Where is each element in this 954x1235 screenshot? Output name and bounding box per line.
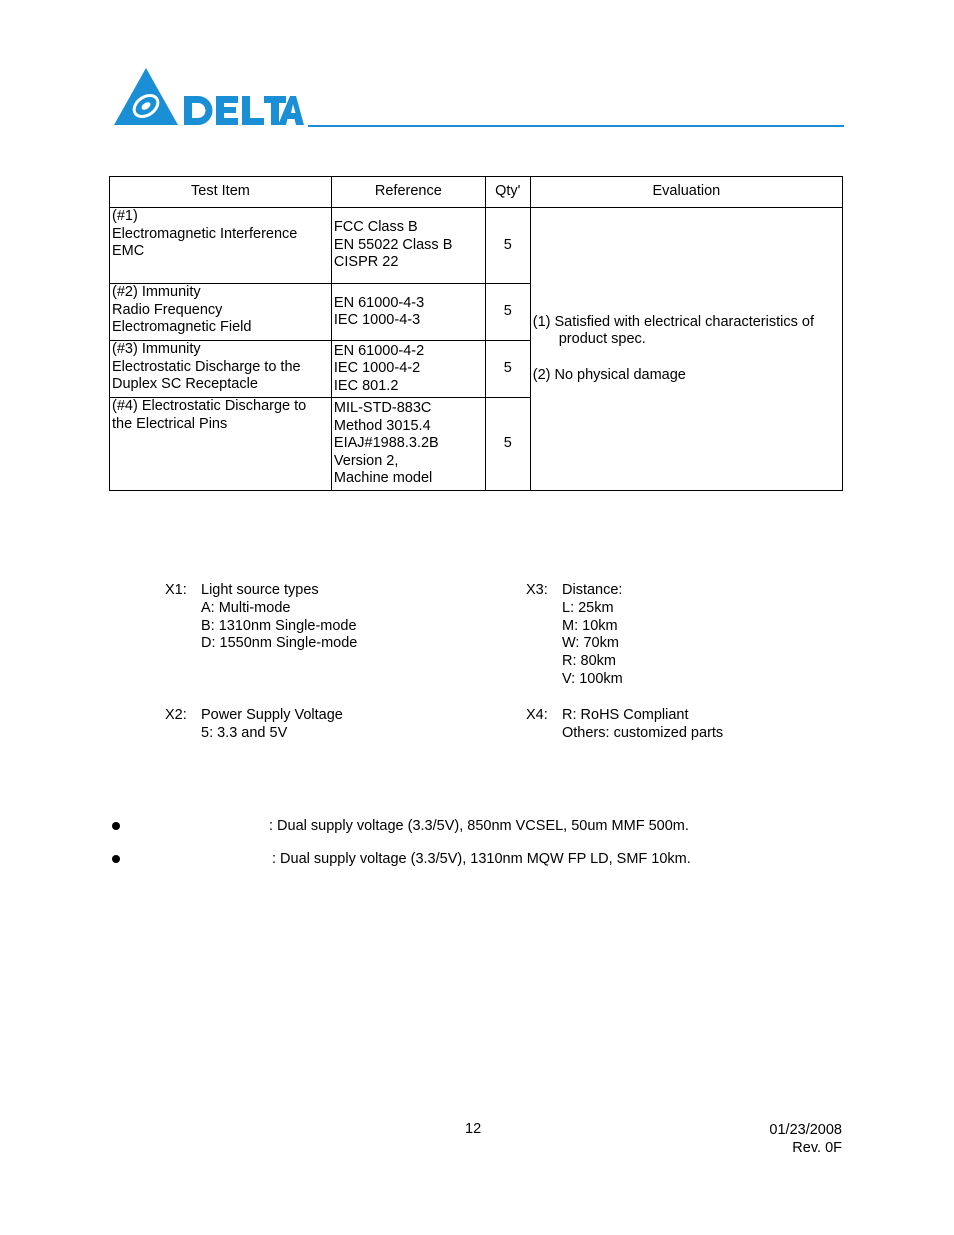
test-table xyxy=(109,176,843,491)
bullet-dot-icon xyxy=(112,822,120,830)
option-item: Others: customized parts xyxy=(562,724,724,741)
option-item: W: 70km xyxy=(562,635,619,652)
page-number: 12 xyxy=(465,1121,482,1137)
qty-cell: 5 xyxy=(485,341,530,398)
bullet-dot-icon xyxy=(112,855,120,863)
option-title: Light source types xyxy=(201,582,319,598)
table-header-row xyxy=(110,177,843,208)
option-item: B: 1310nm Single-mode xyxy=(201,617,357,634)
footer-date: 01/23/2008 xyxy=(769,1122,842,1138)
header-qty: Qty' xyxy=(485,177,530,208)
option-title: R: RoHS Compliant xyxy=(562,707,689,723)
header-evaluation: Evaluation xyxy=(530,177,842,208)
qty-cell: 5 xyxy=(485,284,530,341)
option-code: X2: xyxy=(165,707,187,723)
option-item: V: 100km xyxy=(562,670,623,687)
header-test-item: Test Item xyxy=(110,177,332,208)
option-code: X3: xyxy=(526,582,548,598)
option-item: L: 25km xyxy=(562,599,614,616)
reference-cell: FCC Class B EN 55022 Class B CISPR 22 xyxy=(331,208,485,284)
evaluation-cell: (1) Satisfied with electrical characteristics of product spec. (2) No physical damage xyxy=(530,208,842,491)
table-row xyxy=(110,208,843,284)
footer-revision: Rev. 0F xyxy=(792,1140,842,1156)
test-item-cell: (#4) Electrostatic Discharge to the Electrical Pins xyxy=(110,398,332,491)
option-title: Distance: xyxy=(562,582,623,598)
option-item: M: 10km xyxy=(562,617,618,634)
option-item: 5: 3.3 and 5V xyxy=(201,724,288,741)
option-item: A: Multi-mode xyxy=(201,599,291,616)
option-item: D: 1550nm Single-mode xyxy=(201,635,358,652)
header-rule xyxy=(308,125,844,127)
delta-logo xyxy=(112,66,304,128)
footer-date-revision xyxy=(769,1121,842,1157)
option-item: R: 80km xyxy=(562,653,616,670)
test-item-cell: (#2) Immunity Radio Frequency Electromagnetic Field xyxy=(110,284,332,341)
option-code: X1: xyxy=(165,582,187,598)
test-item-cell: (#3) Immunity Electrostatic Discharge to the Duplex SC Receptacle xyxy=(110,341,332,398)
header-reference: Reference xyxy=(331,177,485,208)
qty-cell: 5 xyxy=(485,208,530,284)
test-item-cell: (#1) Electromagnetic Interference EMC xyxy=(110,208,332,284)
reference-cell: EN 61000-4-3 IEC 1000-4-3 xyxy=(331,284,485,341)
reference-cell: EN 61000-4-2 IEC 1000-4-2 IEC 801.2 xyxy=(331,341,485,398)
option-code: X4: xyxy=(526,707,548,723)
option-title: Power Supply Voltage xyxy=(201,707,343,723)
reference-cell: MIL-STD-883C Method 3015.4 EIAJ#1988.3.2B Version 2, Machine model xyxy=(331,398,485,491)
qty-cell: 5 xyxy=(485,398,530,491)
